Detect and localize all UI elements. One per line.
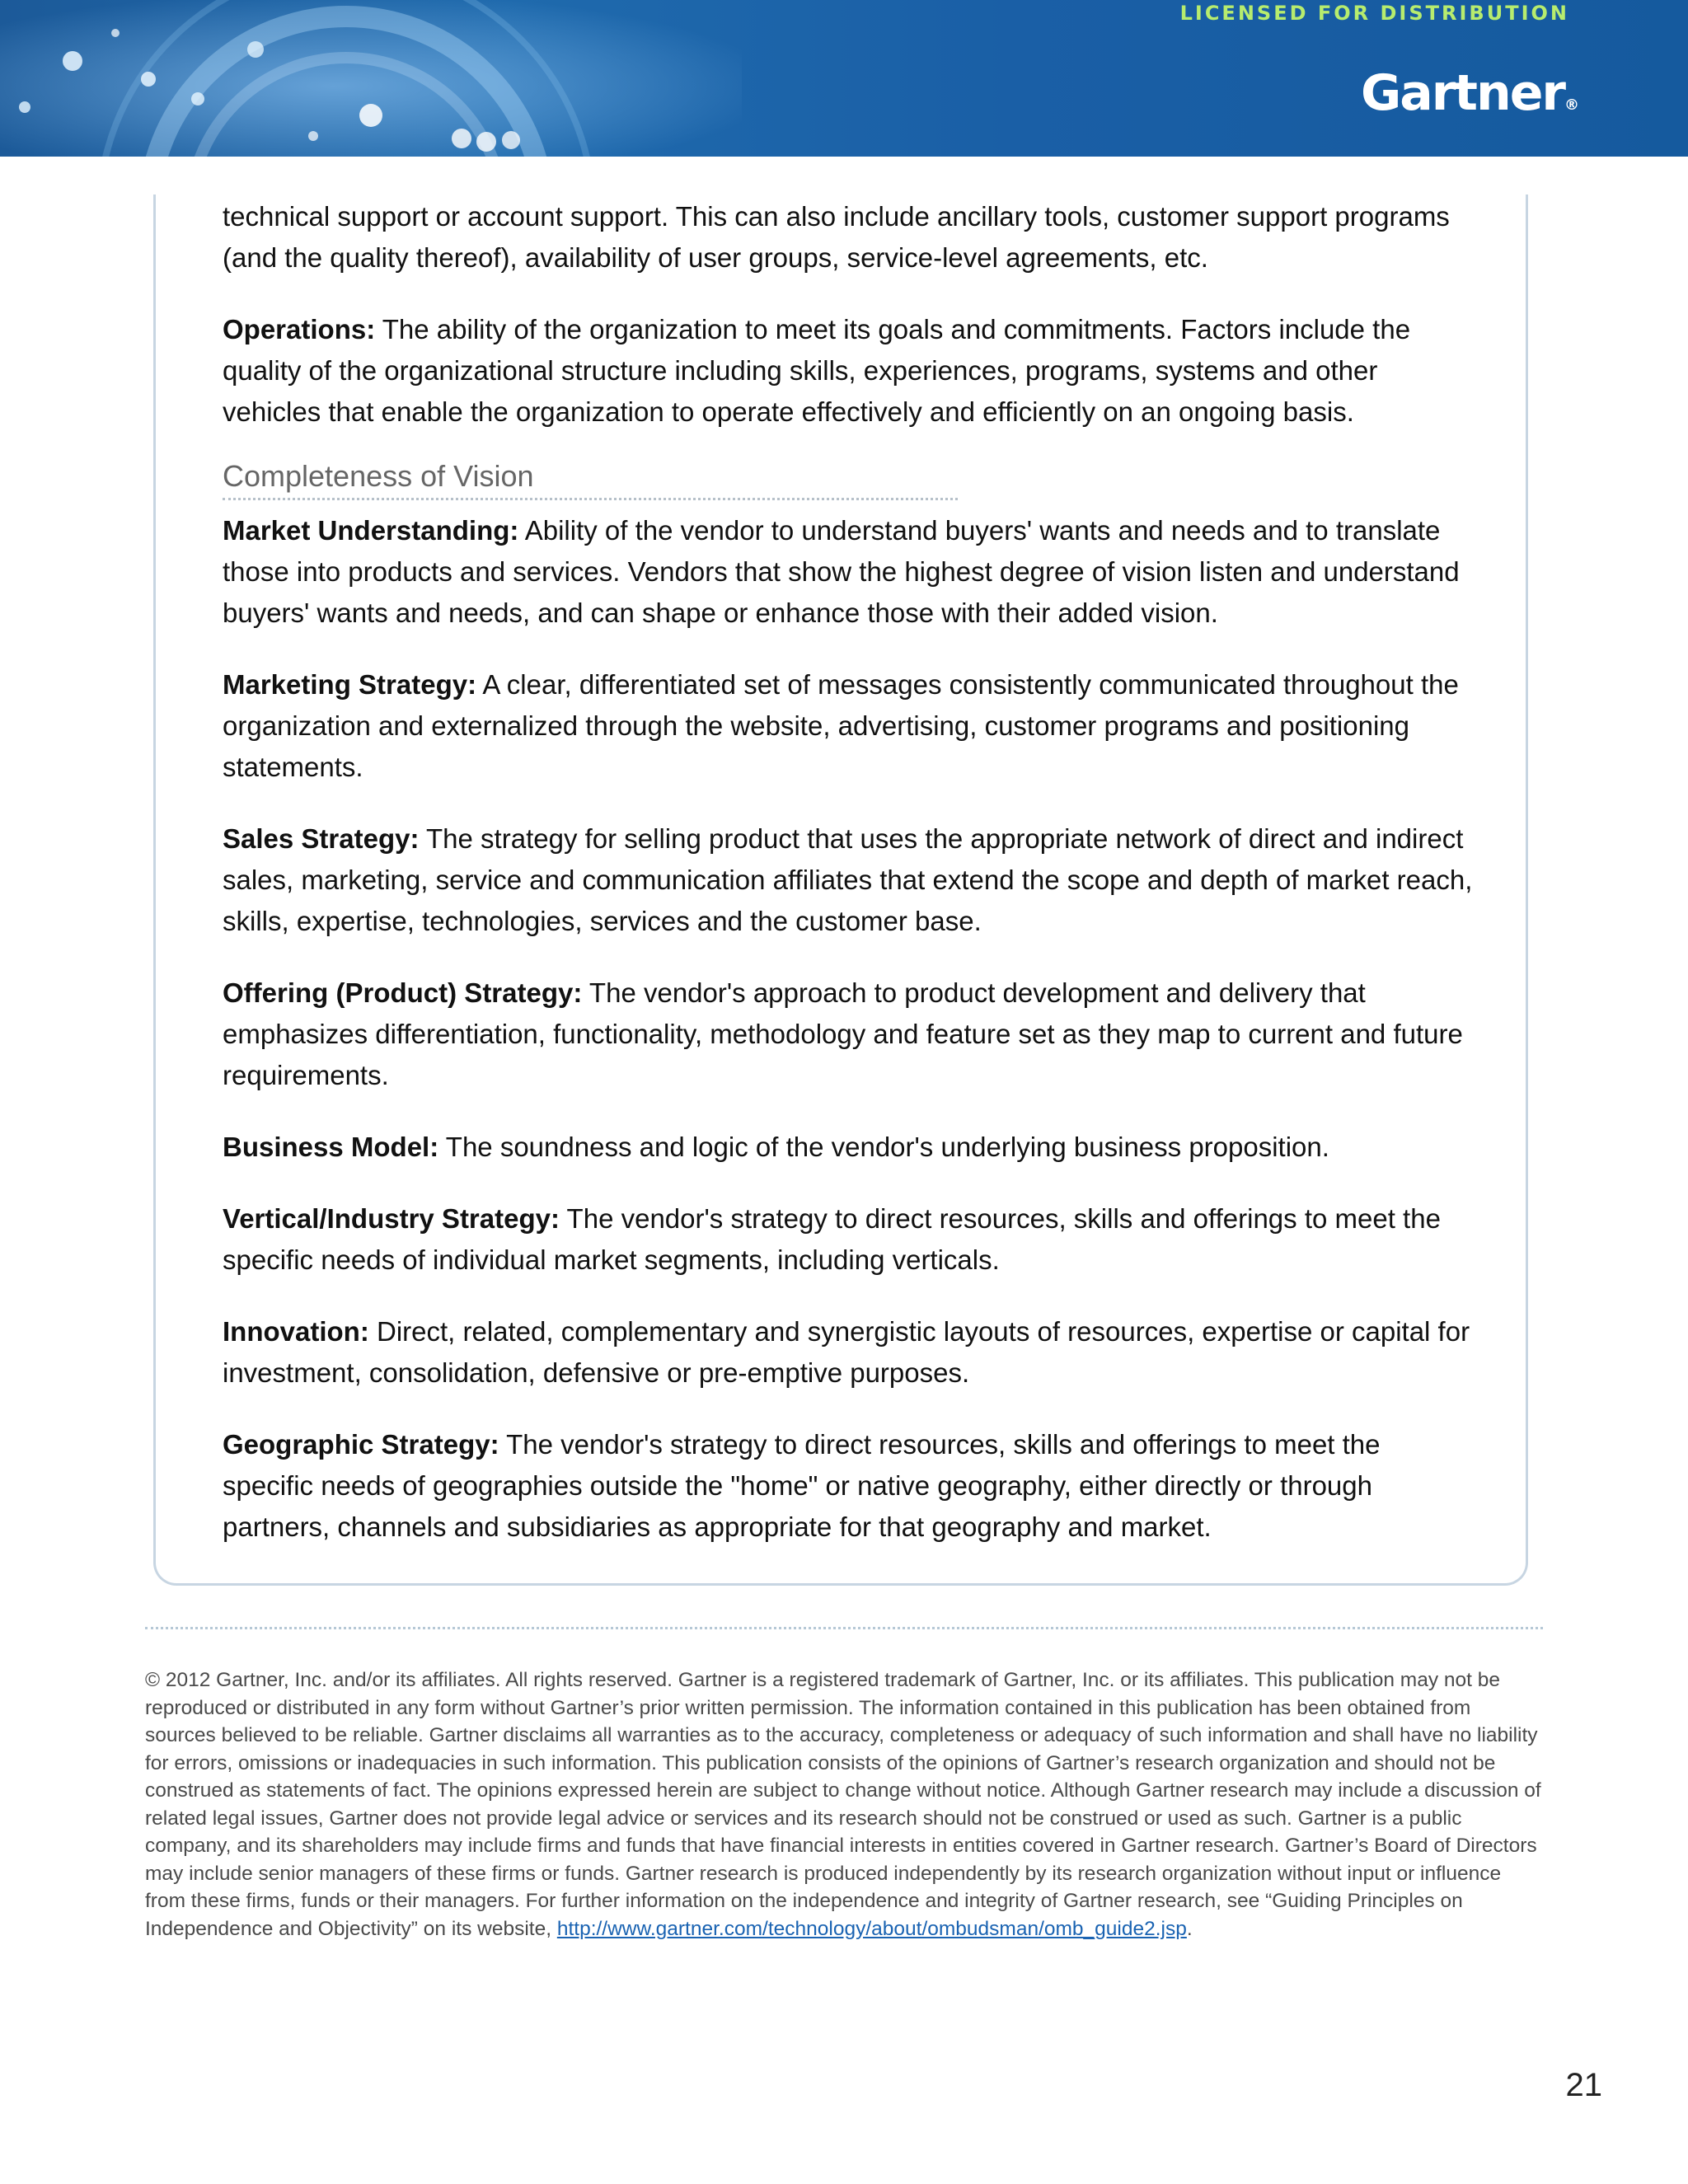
term-offering-strategy: Offering (Product) Strategy: bbox=[223, 977, 583, 1008]
term-innovation: Innovation: bbox=[223, 1316, 369, 1347]
logo-registered-mark: ® bbox=[1564, 96, 1579, 114]
text-marketing-strategy: A clear, differentiated set of messages consistently communicated throughout the organization and externalized through the website, advertising, customer programs and positioning statements. bbox=[223, 669, 1459, 782]
legal-text: © 2012 Gartner, Inc. and/or its affiliates. All rights reserved. Gartner is a registered trademark of Gartner, Inc. or its affiliates. This publication may not be reproduced or distributed in any form without Gartner’s prior written permission. The information contained in this publication has been obtained from sources believed to be reliable. Gartner disclaims all warranties as to the accuracy, completeness or adequacy of such information and shall have no liability for errors, omissions or inadequacies in such information. This publication consists of the opinions of Gartner’s research organization and should not be construed as statements of fact. The opinions expressed herein are subject to change without notice. Although Gartner research may include a discussion of related legal issues, Gartner does not provide legal advice or services and its research should not be construed or used as such. Gartner is a public company, and its shareholders may include firms and funds that have financial interests in entities covered in Gartner research. Gartner’s Board of Directors may include senior managers of these firms or funds. Gartner research is produced independently by its research organization without input or influence from these firms, funds or their managers. For further information on the independence and integrity of Gartner research, see “Guiding Principles on Independence and Objectivity” on its website, bbox=[145, 1669, 1541, 1940]
ombudsman-link[interactable]: http://www.gartner.com/technology/about/ombudsman/omb_guide2.jsp bbox=[556, 1917, 1187, 1940]
paragraph-business-model bbox=[223, 1127, 1475, 1168]
banner-decoration-art bbox=[0, 0, 742, 157]
text-vertical-strategy: The vendor's strategy to direct resources, skills and offerings to meet the specific needs of individual market segments, including verticals. bbox=[223, 1203, 1441, 1275]
text-geographic-strategy: The vendor's strategy to direct resources, skills and offerings to meet the specific needs of geographies outside the "home" or native geography, either directly or through partners, channels and subsidiaries as appropriate for that geography and market. bbox=[223, 1429, 1381, 1542]
footer-divider bbox=[145, 1627, 1543, 1629]
text-market-understanding: Ability of the vendor to understand buyers' wants and needs and to translate those into products and services. Vendors that show the highest degree of vision listen and understand buyers' wants and needs, and can shape or enhance those with their added vision. bbox=[223, 515, 1460, 628]
paragraph-geographic-strategy bbox=[223, 1424, 1475, 1548]
gartner-logo bbox=[1361, 64, 1579, 122]
legal-notice bbox=[145, 1666, 1546, 1943]
paragraph-offering-strategy bbox=[223, 972, 1475, 1096]
term-business-model: Business Model: bbox=[223, 1132, 439, 1162]
intro-paragraph: technical support or account support. This can also include ancillary tools, customer support programs (and the quality thereof), availability of user groups, service-level agreements, etc. bbox=[223, 201, 1450, 273]
text-operations: The ability of the organization to meet its goals and commitments. Factors include the quality of the organizational structure including skills, experiences, programs, systems and other vehicles that enable the organization to operate effectively and efficiently on an ongoing basis. bbox=[223, 314, 1411, 427]
paragraph-operations bbox=[223, 309, 1475, 433]
paragraph-innovation bbox=[223, 1311, 1475, 1394]
term-sales-strategy: Sales Strategy: bbox=[223, 823, 420, 854]
paragraph-marketing-strategy bbox=[223, 664, 1475, 788]
term-marketing-strategy: Marketing Strategy: bbox=[223, 669, 477, 700]
licensed-for-distribution-label: LICENSED FOR DISTRIBUTION bbox=[1179, 2, 1569, 25]
logo-text: Gartner bbox=[1360, 64, 1564, 122]
header-banner bbox=[0, 0, 1688, 157]
section-heading: Completeness of Vision bbox=[223, 457, 958, 500]
paragraph-sales-strategy bbox=[223, 818, 1475, 942]
main-content bbox=[223, 196, 1475, 1578]
text-innovation: Direct, related, complementary and synergistic layouts of resources, expertise or capital for investment, consolidation, defensive or pre-emptive purposes. bbox=[223, 1316, 1470, 1388]
text-business-model: The soundness and logic of the vendor's underlying business proposition. bbox=[438, 1132, 1329, 1162]
legal-end: . bbox=[1186, 1917, 1193, 1940]
term-market-understanding: Market Understanding: bbox=[223, 515, 519, 546]
paragraph-vertical-strategy bbox=[223, 1198, 1475, 1281]
text-offering-strategy: The vendor's approach to product development and delivery that emphasizes differentiation, functionality, methodology and feature set as they map to current and future requirements. bbox=[223, 977, 1463, 1090]
page-number: 21 bbox=[1565, 2067, 1602, 2103]
text-sales-strategy: The strategy for selling product that uses the appropriate network of direct and indirect sales, marketing, service and communication affiliates that extend the scope and depth of market reach, skills, expertise, technologies, services and the customer base. bbox=[223, 823, 1473, 936]
term-geographic-strategy: Geographic Strategy: bbox=[223, 1429, 499, 1460]
term-operations: Operations: bbox=[223, 314, 376, 344]
term-vertical-strategy: Vertical/Industry Strategy: bbox=[223, 1203, 560, 1234]
paragraph-market-understanding bbox=[223, 510, 1475, 634]
